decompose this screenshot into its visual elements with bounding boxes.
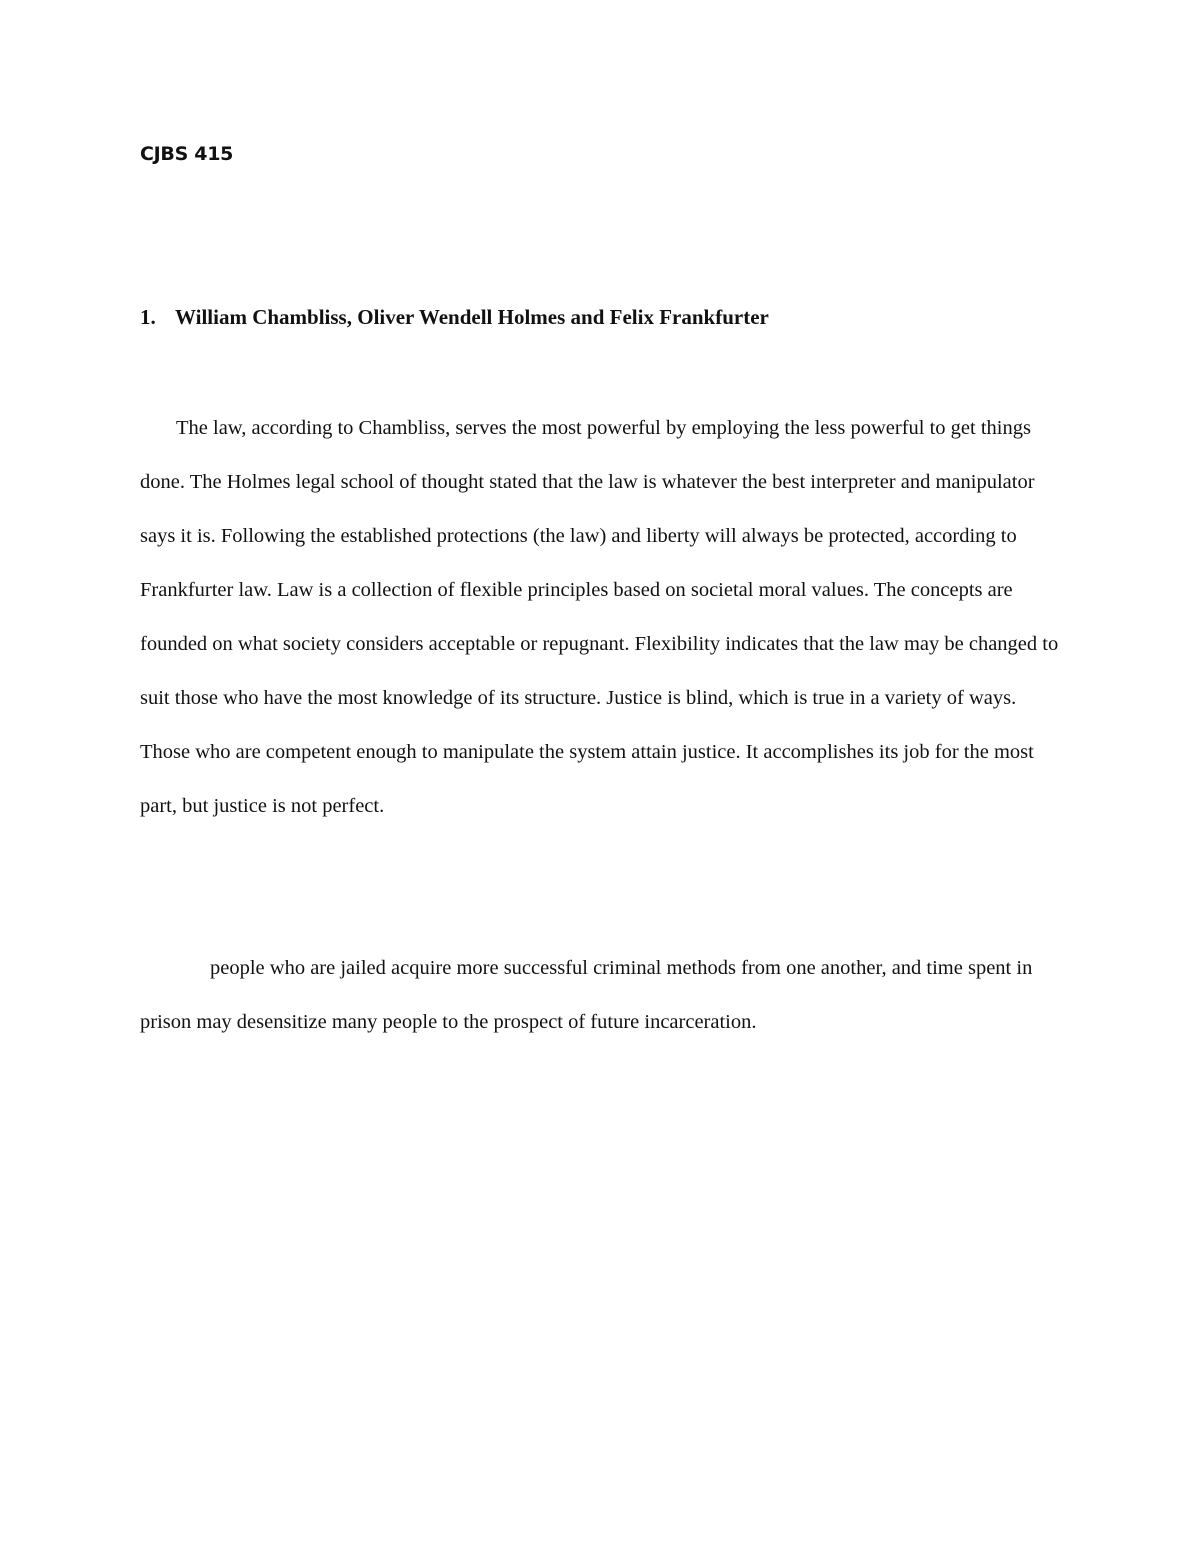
section-heading — [140, 305, 769, 330]
section-number: 1. — [140, 305, 156, 329]
body-paragraph: The law, according to Chambliss, serves the most powerful by employing the less powerful to get things done. The Holmes legal school of thought stated that the law is whatever the best interpreter and manipulator says it is. Following the established protections (the law) and liberty will always be protected, according to Frankfurter law. Law is a collection of flexible principles based on societal moral values. The concepts are founded on what society considers acceptable or repugnant. Flexibility indicates that the law may be changed to suit those who have the most knowledge of its structure. Justice is blind, which is true in a variety of ways. Those who are competent enough to manipulate the system attain justice. It accomplishes its job for the most part, but justice is not perfect. — [140, 417, 1059, 817]
course-code: CJBS 415 — [140, 143, 234, 165]
section-title: William Chambliss, Oliver Wendell Holmes and Felix Frankfurter — [175, 305, 769, 329]
body-paragraph: people who are jailed acquire more successful criminal methods from one another, and time spent in prison may desensitize many people to the prospect of future incarceration. — [140, 957, 1033, 1033]
